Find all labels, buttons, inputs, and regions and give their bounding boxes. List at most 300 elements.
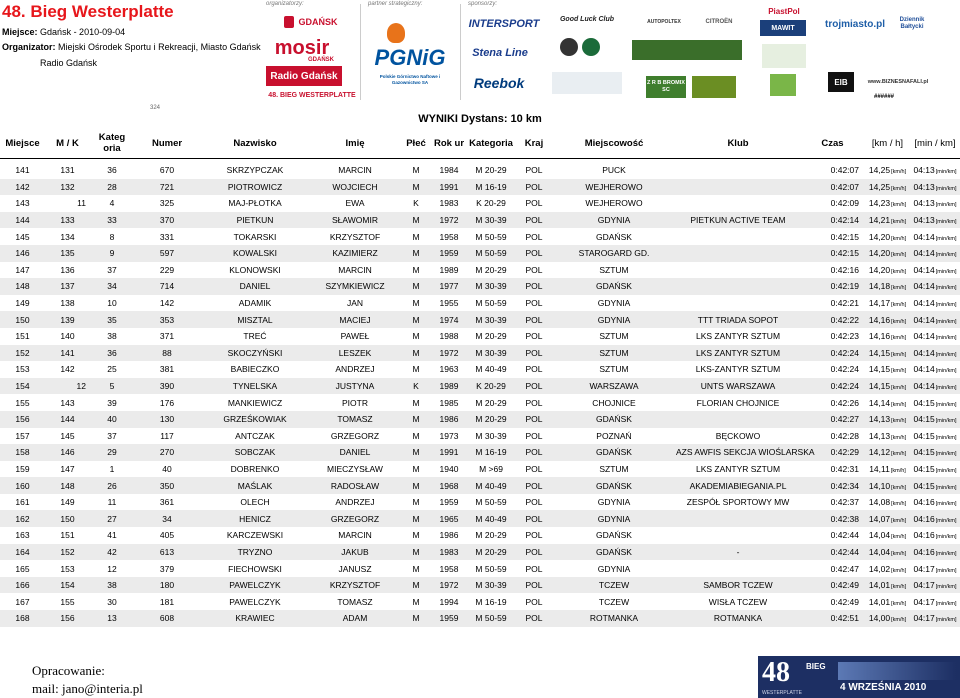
table-cell <box>200 394 310 411</box>
table-cell <box>865 278 910 295</box>
cell-value: SZTUM <box>599 347 629 358</box>
cell-value: 0:42:23 <box>830 331 859 342</box>
stenaline-logo: Stena Line <box>472 47 528 59</box>
table-cell <box>45 560 90 577</box>
cell-value: CHOJNICE <box>592 397 636 408</box>
table-cell <box>800 593 865 610</box>
cell-value: M <box>412 264 420 275</box>
table-cell <box>90 444 134 461</box>
cell-value: POL <box>525 298 543 309</box>
table-cell <box>432 245 466 262</box>
cell-value: GDAŃSK <box>596 546 632 557</box>
cell-value: 14,16 <box>868 314 891 325</box>
cell-value: 9 <box>109 248 115 259</box>
cell-value: 14,16 <box>868 331 891 342</box>
column-header: Rok ur <box>432 128 466 159</box>
table-cell <box>134 477 200 494</box>
pace-unit: [min/km] <box>935 351 957 358</box>
table-cell <box>800 494 865 511</box>
table-cell <box>0 477 45 494</box>
cell-value: 1 <box>109 463 115 474</box>
table-cell <box>910 411 960 428</box>
table-cell <box>865 577 910 594</box>
cell-value: 14,14 <box>868 397 891 408</box>
cell-value: 1959 <box>439 248 459 259</box>
cell-value: 146 <box>60 447 75 458</box>
cell-value: 1963 <box>439 364 459 375</box>
cell-value: 140 <box>60 331 75 342</box>
cell-value: KRAWIEC <box>235 613 275 624</box>
cell-value: 350 <box>159 480 175 491</box>
table-cell <box>676 577 800 594</box>
table-cell <box>676 311 800 328</box>
cell-value: M <box>412 530 420 541</box>
table-cell <box>432 394 466 411</box>
table-cell <box>432 560 466 577</box>
table-cell <box>466 510 516 527</box>
speed-unit: [km/h] <box>891 567 907 574</box>
column-header: Nazwisko <box>200 128 310 159</box>
cell-value: MARCIN <box>338 264 372 275</box>
table-cell <box>800 527 865 544</box>
pace-unit: [min/km] <box>935 368 957 375</box>
cell-value: POL <box>525 281 543 292</box>
cell-value: 5 <box>109 381 115 392</box>
table-cell <box>0 394 45 411</box>
cell-value: 165 <box>15 563 30 574</box>
table-row <box>0 527 960 544</box>
table-cell <box>466 311 516 328</box>
table-cell <box>552 179 676 196</box>
cell-value: 153 <box>15 364 30 375</box>
cell-value: 1972 <box>439 215 459 226</box>
table-cell <box>516 162 552 179</box>
table-cell <box>45 477 90 494</box>
event-title: 48. Bieg Westerplatte <box>2 2 174 21</box>
cell-value: 8 <box>109 231 115 242</box>
column-header: Czas <box>800 128 865 159</box>
cell-value: 04:16 <box>913 497 935 508</box>
cell-value: 4 <box>109 198 115 209</box>
table-cell <box>432 544 466 561</box>
table-cell <box>90 311 134 328</box>
table-cell <box>910 593 960 610</box>
table-cell <box>516 494 552 511</box>
table-cell <box>45 428 90 445</box>
table-cell <box>400 278 432 295</box>
cell-value: POL <box>525 430 543 441</box>
table-cell <box>310 212 400 229</box>
cell-value: 0:42:14 <box>830 215 859 226</box>
table-cell <box>676 228 800 245</box>
table-cell <box>45 378 90 395</box>
cell-value: POL <box>525 596 543 607</box>
logo-date: 4 WRZEŚNIA 2010 <box>840 682 927 693</box>
cell-value: 131 <box>60 165 75 176</box>
cell-value: 156 <box>60 613 75 624</box>
table-cell <box>552 228 676 245</box>
pace-unit: [min/km] <box>935 501 957 508</box>
cell-value: M <box>412 248 420 259</box>
cell-value: 229 <box>159 264 175 275</box>
pace-unit: [min/km] <box>935 335 957 342</box>
table-cell <box>910 361 960 378</box>
cell-value: 161 <box>15 497 30 508</box>
speed-unit: [km/h] <box>891 252 907 259</box>
table-cell <box>90 179 134 196</box>
table-cell <box>466 560 516 577</box>
table-cell <box>865 378 910 395</box>
cell-value: 0:42:19 <box>830 281 859 292</box>
table-cell <box>800 278 865 295</box>
cell-value: KARCZEWSKI <box>226 530 284 541</box>
cell-value: 04:15 <box>913 447 935 458</box>
cell-value: 1977 <box>439 281 459 292</box>
cell-value: FIECHOWSKI <box>228 563 282 574</box>
table-cell <box>200 361 310 378</box>
cell-value: 157 <box>15 430 30 441</box>
page-header <box>0 0 960 104</box>
table-cell <box>200 477 310 494</box>
table-cell <box>865 444 910 461</box>
cell-value: 130 <box>159 414 175 425</box>
table-cell <box>0 461 45 478</box>
cell-value: 181 <box>159 596 175 607</box>
column-header: Imię <box>310 128 400 159</box>
cell-value: WISŁA TCZEW <box>708 596 768 607</box>
cell-value: 152 <box>15 347 30 358</box>
pace-unit: [min/km] <box>935 268 957 275</box>
table-row <box>0 577 960 594</box>
table-cell <box>90 195 134 212</box>
cell-value: M 40-49 <box>475 364 507 375</box>
cell-value: MANKIEWICZ <box>227 397 283 408</box>
cell-value: 04:17 <box>913 596 935 607</box>
cell-value: 160 <box>15 480 30 491</box>
cell-value: 139 <box>60 314 75 325</box>
cell-value: M 30-39 <box>475 281 507 292</box>
table-cell <box>134 278 200 295</box>
table-cell <box>45 195 90 212</box>
table-cell <box>0 577 45 594</box>
table-cell <box>45 577 90 594</box>
table-cell <box>0 560 45 577</box>
table-cell <box>90 394 134 411</box>
table-cell <box>200 577 310 594</box>
table-cell <box>910 461 960 478</box>
cell-value: 142 <box>159 298 175 309</box>
cell-value: 14,11 <box>869 463 890 474</box>
table-row <box>0 560 960 577</box>
table-cell <box>0 262 45 279</box>
cell-value: PAWELCZYK <box>229 596 281 607</box>
table-cell <box>0 527 45 544</box>
cell-value: 132 <box>60 181 75 192</box>
table-cell <box>516 179 552 196</box>
speed-unit: [km/h] <box>891 484 907 491</box>
pace-unit: [min/km] <box>935 385 957 392</box>
logo-word-1: BIEG <box>806 662 826 671</box>
table-cell <box>432 228 466 245</box>
cell-value: GDYNIA <box>597 314 631 325</box>
table-cell <box>910 228 960 245</box>
table-cell <box>676 477 800 494</box>
table-cell <box>865 179 910 196</box>
table-cell <box>45 311 90 328</box>
cell-value: 147 <box>15 264 30 275</box>
cell-value: 0:42:28 <box>830 430 859 441</box>
table-cell <box>134 560 200 577</box>
cell-value: 270 <box>159 447 175 458</box>
table-cell <box>676 411 800 428</box>
pace-unit: [min/km] <box>935 600 957 607</box>
cell-value: 152 <box>60 546 75 557</box>
sponsor-emblem-icon-2 <box>582 38 600 56</box>
speed-unit: [km/h] <box>891 434 907 441</box>
cell-value: 14,18 <box>868 281 891 292</box>
cell-value: 133 <box>60 215 75 226</box>
cell-value: 1984 <box>439 165 459 176</box>
table-cell <box>310 494 400 511</box>
cell-value: 30 <box>107 596 117 607</box>
cell-value: 36 <box>107 165 117 176</box>
table-cell <box>310 577 400 594</box>
cell-value: 04:16 <box>913 546 935 557</box>
pace-unit: [min/km] <box>935 285 957 292</box>
cell-value: ZESPÓŁ SPORTOWY MW <box>686 497 790 508</box>
table-cell <box>90 610 134 627</box>
footer-line-1: Opracowanie: <box>32 663 105 678</box>
cell-value: MARCIN <box>338 165 372 176</box>
table-cell <box>45 361 90 378</box>
cell-value: POL <box>525 530 543 541</box>
cell-value: 150 <box>15 314 30 325</box>
strategic-partner-caption: partner strategiczny: <box>368 1 423 7</box>
sponsor-logo-card <box>762 44 806 68</box>
table-cell <box>552 361 676 378</box>
cell-value: 1972 <box>439 347 459 358</box>
table-cell <box>0 428 45 445</box>
table-cell <box>90 361 134 378</box>
event-place <box>2 27 125 37</box>
table-cell <box>800 212 865 229</box>
cell-value: POL <box>525 331 543 342</box>
cell-value: POL <box>525 463 543 474</box>
table-cell <box>90 262 134 279</box>
table-cell <box>516 593 552 610</box>
table-cell <box>910 295 960 312</box>
cell-value: 88 <box>162 347 172 358</box>
cell-value: HENICZ <box>239 513 271 524</box>
table-cell <box>466 262 516 279</box>
table-cell <box>516 345 552 362</box>
table-cell <box>134 345 200 362</box>
cell-value: 153 <box>60 563 75 574</box>
speed-unit: [km/h] <box>891 534 907 541</box>
cell-value: 156 <box>15 414 30 425</box>
cell-value: GDAŃSK <box>596 530 632 541</box>
cell-value: POL <box>525 513 543 524</box>
cell-value: 0:42:26 <box>830 397 859 408</box>
cell-value: 134 <box>60 231 75 242</box>
cell-value: 0:42:44 <box>830 530 859 541</box>
table-cell <box>200 345 310 362</box>
table-cell <box>466 278 516 295</box>
table-cell <box>310 295 400 312</box>
cell-value: M 50-59 <box>475 563 507 574</box>
speed-unit: [km/h] <box>891 335 907 342</box>
pace-unit: [min/km] <box>935 451 957 458</box>
table-cell <box>516 461 552 478</box>
cell-value: 0:42:49 <box>830 596 859 607</box>
table-cell <box>910 428 960 445</box>
table-cell <box>400 560 432 577</box>
mawit-logo: MAWIT <box>760 20 806 36</box>
cell-value: M 40-49 <box>475 480 507 491</box>
cell-value: 04:14 <box>913 331 935 342</box>
cell-value: 149 <box>15 298 30 309</box>
speed-unit: [km/h] <box>891 268 907 275</box>
table-cell <box>310 444 400 461</box>
cell-value: 163 <box>15 530 30 541</box>
cell-value: 159 <box>15 463 30 474</box>
cell-value: WARSZAWA <box>589 381 639 392</box>
cell-value: 0:42:37 <box>830 497 859 508</box>
table-cell <box>134 195 200 212</box>
cell-value: GRZEŚKOWIAK <box>223 414 287 425</box>
table-cell <box>676 361 800 378</box>
table-cell <box>310 262 400 279</box>
cell-value: M 40-49 <box>475 513 507 524</box>
table-cell <box>45 212 90 229</box>
place-label: Miejsce: <box>2 27 38 37</box>
table-cell <box>466 527 516 544</box>
results-table-header <box>0 128 960 162</box>
cell-value: 14,23 <box>868 198 891 209</box>
cell-value: 1958 <box>439 563 459 574</box>
footer-email: mail: jano@interia.pl <box>32 681 143 696</box>
table-row <box>0 361 960 378</box>
cell-value: PIETKUN <box>236 215 274 226</box>
cell-value: K 20-29 <box>476 381 506 392</box>
table-cell <box>910 444 960 461</box>
cell-value: POL <box>525 181 543 192</box>
speed-unit: [km/h] <box>890 467 906 474</box>
cell-value: MAŚLAK <box>237 480 273 491</box>
table-cell <box>90 411 134 428</box>
table-cell <box>865 361 910 378</box>
column-header: [km / h] <box>865 128 910 159</box>
table-cell <box>90 494 134 511</box>
cell-value: 1959 <box>439 613 459 624</box>
table-cell <box>865 195 910 212</box>
cell-value: 0:42:15 <box>830 231 859 242</box>
cell-value: 38 <box>107 331 117 342</box>
table-cell <box>0 544 45 561</box>
table-cell <box>90 510 134 527</box>
cell-value: M <box>412 613 420 624</box>
table-row <box>0 444 960 461</box>
table-cell <box>310 593 400 610</box>
cell-value: 14,02 <box>868 563 891 574</box>
cell-value: 04:14 <box>913 314 935 325</box>
table-cell <box>910 577 960 594</box>
table-cell <box>400 311 432 328</box>
cell-value: GDYNIA <box>597 497 631 508</box>
cell-value: POL <box>525 613 543 624</box>
cell-value: 1989 <box>439 381 459 392</box>
table-row <box>0 610 960 627</box>
table-cell <box>676 245 800 262</box>
table-cell <box>310 461 400 478</box>
cell-value: 162 <box>15 513 30 524</box>
table-cell <box>516 328 552 345</box>
cell-value: 1983 <box>439 546 459 557</box>
cell-value: M 50-59 <box>475 298 507 309</box>
cell-value: M 20-29 <box>475 530 507 541</box>
speed-unit: [km/h] <box>891 169 907 176</box>
table-cell <box>400 544 432 561</box>
cell-value: 145 <box>15 231 30 242</box>
table-cell <box>200 527 310 544</box>
cell-value: 14,20 <box>868 264 891 275</box>
table-cell <box>310 195 400 212</box>
table-cell <box>400 510 432 527</box>
cell-value: 136 <box>60 264 75 275</box>
cell-value: 0:42:49 <box>830 580 859 591</box>
cell-value: SOBCZAK <box>234 447 276 458</box>
table-cell <box>865 560 910 577</box>
cell-value: PIOTROWICZ <box>227 181 283 192</box>
speed-unit: [km/h] <box>891 517 907 524</box>
cell-value: ROTMANKA <box>589 613 639 624</box>
table-cell <box>134 179 200 196</box>
cell-value: 144 <box>15 215 30 226</box>
table-cell <box>516 560 552 577</box>
table-cell <box>0 361 45 378</box>
table-cell <box>676 610 800 627</box>
cell-value: 04:13 <box>913 215 935 226</box>
table-cell <box>310 345 400 362</box>
table-cell <box>90 245 134 262</box>
table-cell <box>676 179 800 196</box>
logo-word <box>806 662 826 671</box>
table-cell <box>310 228 400 245</box>
table-cell <box>45 411 90 428</box>
cell-value: 117 <box>160 430 174 441</box>
table-cell <box>134 361 200 378</box>
table-cell <box>910 510 960 527</box>
table-cell <box>466 328 516 345</box>
table-cell <box>0 378 45 395</box>
speed-unit: [km/h] <box>891 351 907 358</box>
table-cell <box>400 295 432 312</box>
table-cell <box>800 577 865 594</box>
column-header: Miejsce <box>0 128 45 159</box>
cell-value: 142 <box>15 181 30 192</box>
cell-value: 608 <box>159 613 175 624</box>
table-cell <box>552 560 676 577</box>
table-cell <box>0 593 45 610</box>
table-row <box>0 245 960 262</box>
table-row <box>0 593 960 610</box>
cell-value: SAMBOR TCZEW <box>703 580 773 591</box>
table-cell <box>90 345 134 362</box>
table-cell <box>45 245 90 262</box>
cell-value: POL <box>525 397 543 408</box>
table-cell <box>800 428 865 445</box>
cell-value: 325 <box>159 198 175 209</box>
